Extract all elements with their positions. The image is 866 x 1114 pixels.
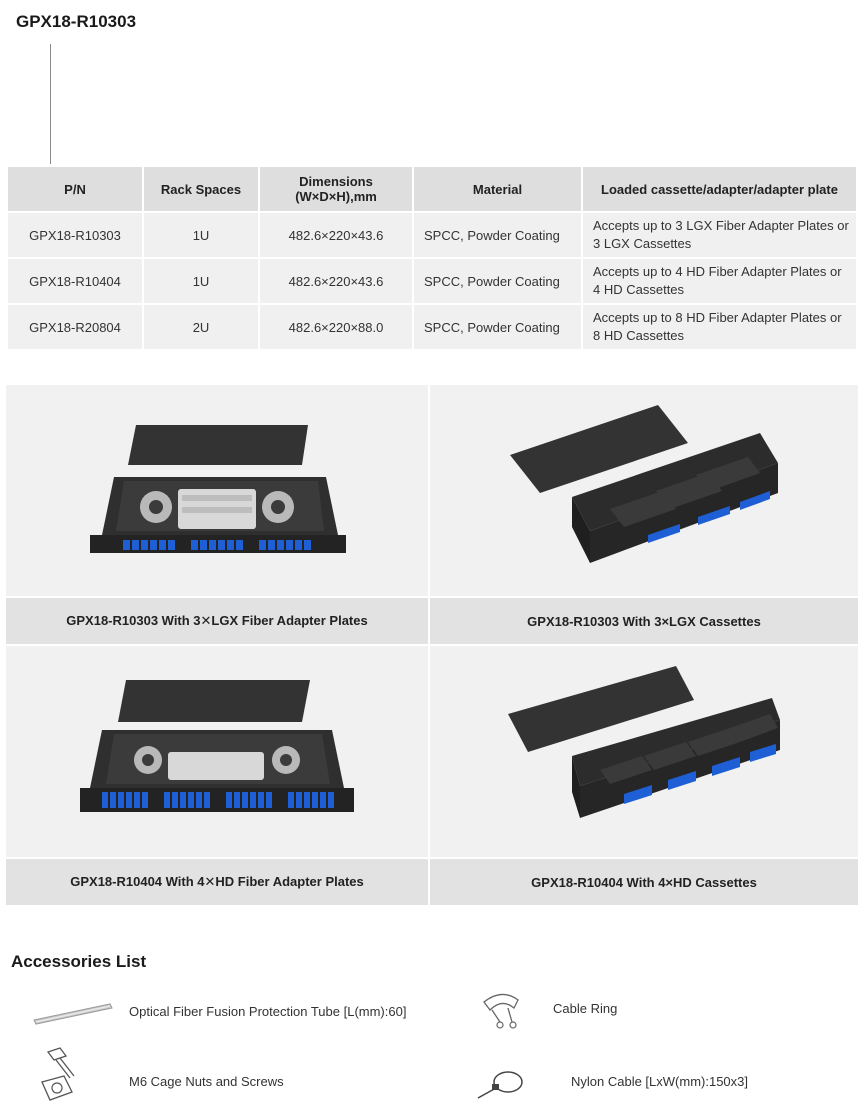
callout-line (50, 44, 51, 164)
header-loaded: Loaded cassette/adapter/adapter plate (583, 167, 856, 211)
caption-r10404-plates: GPX18-R10404 With 4✕HD Fiber Adapter Plates (6, 859, 428, 905)
cell-dim: 482.6×220×88.0 (260, 305, 412, 349)
header-pn: P/N (8, 167, 142, 211)
product-image-r10303-plates (6, 385, 428, 596)
table-row (8, 305, 856, 349)
caption-r10303-cassettes: GPX18-R10303 With 3×LGX Cassettes (430, 598, 858, 644)
cell-material: SPCC, Powder Coating (414, 213, 581, 257)
page-title: GPX18-R10303 (16, 12, 137, 31)
cell-material: SPCC, Powder Coating (414, 259, 581, 303)
table-row (8, 213, 856, 257)
cell-rack: 1U (144, 213, 258, 257)
rack-panel-front-icon (6, 385, 428, 596)
cell-pn: GPX18-R10303 (8, 213, 142, 257)
rack-panel-iso-hd-icon (430, 646, 858, 857)
cell-rack: 2U (144, 305, 258, 349)
accessory-label: Optical Fiber Fusion Protection Tube [L(mm):60] (129, 1004, 407, 1019)
rack-panel-iso-icon (430, 385, 858, 596)
cell-material: SPCC, Powder Coating (414, 305, 581, 349)
cell-loaded: Accepts up to 8 HD Fiber Adapter Plates or 8 HD Cassettes (583, 305, 856, 349)
product-gallery (6, 385, 858, 907)
cable-ring-icon (478, 988, 526, 1032)
cell-loaded: Accepts up to 3 LGX Fiber Adapter Plates or 3 LGX Cassettes (583, 213, 856, 257)
spec-table (6, 165, 858, 351)
cell-pn: GPX18-R10404 (8, 259, 142, 303)
product-image-r10404-cassettes (430, 646, 858, 857)
table-row (8, 259, 856, 303)
header-dimensions: Dimensions (W×D×H),mm (260, 167, 412, 211)
cell-rack: 1U (144, 259, 258, 303)
table-header-row (8, 167, 856, 211)
cell-dim: 482.6×220×43.6 (260, 259, 412, 303)
product-image-r10404-plates (6, 646, 428, 857)
nylon-cable-tie-icon (472, 1064, 530, 1104)
header-material: Material (414, 167, 581, 211)
cage-nut-icon (36, 1046, 86, 1104)
accessory-label: Nylon Cable [LxW(mm):150x3] (571, 1074, 748, 1089)
rack-panel-front-hd-icon (6, 646, 428, 857)
product-image-r10303-cassettes (430, 385, 858, 596)
accessory-label: Cable Ring (553, 1001, 618, 1016)
fusion-tube-icon (30, 998, 114, 1028)
caption-r10303-plates: GPX18-R10303 With 3✕LGX Fiber Adapter Plates (6, 598, 428, 644)
cell-pn: GPX18-R20804 (8, 305, 142, 349)
accessory-label: M6 Cage Nuts and Screws (129, 1074, 284, 1089)
caption-r10404-cassettes: GPX18-R10404 With 4×HD Cassettes (430, 859, 858, 905)
accessories-title: Accessories List (11, 952, 147, 971)
cell-dim: 482.6×220×43.6 (260, 213, 412, 257)
header-rack-spaces: Rack Spaces (144, 167, 258, 211)
cell-loaded: Accepts up to 4 HD Fiber Adapter Plates or 4 HD Cassettes (583, 259, 856, 303)
